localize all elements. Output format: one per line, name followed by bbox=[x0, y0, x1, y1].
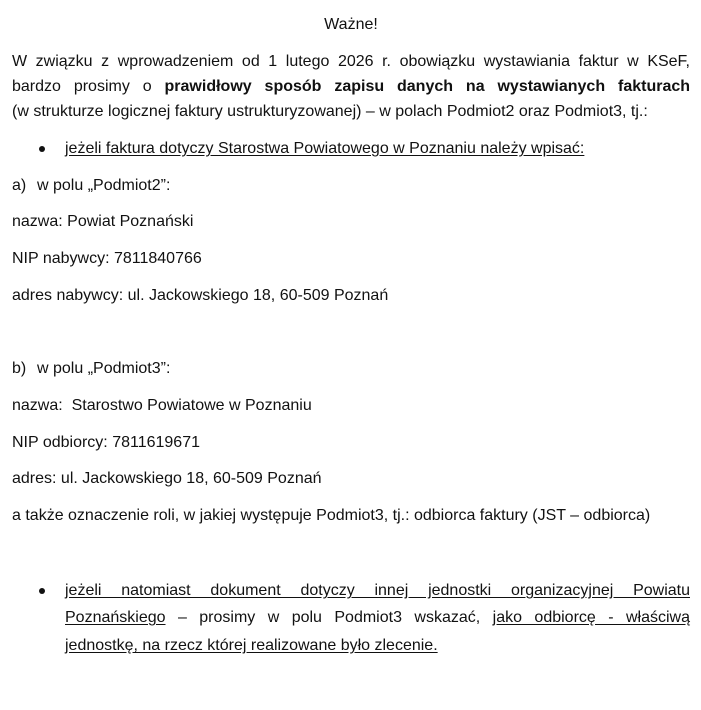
bullet-1-text: jeżeli faktura dotyczy Starostwa Powiatowego w Poznaniu należy wpisać: bbox=[65, 140, 585, 157]
bullet-2-line-3: jednostkę, na rzecz której realizowane było zlecenie. bbox=[65, 637, 438, 654]
section-b-nip: NIP odbiorcy: 7811619671 bbox=[12, 434, 200, 451]
section-a-address: adres nabywcy: ul. Jackowskiego 18, 60-509 Poznań bbox=[12, 287, 389, 304]
section-b-heading: w polu „Podmiot3”: bbox=[37, 360, 171, 377]
section-b-marker: b) bbox=[12, 360, 27, 377]
section-b-address: adres: ul. Jackowskiego 18, 60-509 Poznań bbox=[12, 470, 322, 487]
bullet-2-middle: – prosimy w polu Podmiot3 wskazać, bbox=[165, 609, 493, 626]
intro-line-1: W związku z wprowadzeniem od 1 lutego 2026 r. obowiązku wystawiania faktur w KSeF, bbox=[12, 53, 690, 70]
section-b-role: a także oznaczenie roli, w jakiej występuje Podmiot3, tj.: odbiorca faktury (JST – odbiorca) bbox=[12, 507, 651, 524]
section-b-name: nazwa: Starostwo Powiatowe w Poznaniu bbox=[12, 397, 312, 414]
intro-line-3: (w strukturze logicznej faktury ustrukturyzowanej) – w polach Podmiot2 oraz Podmiot3, tj.: bbox=[12, 103, 648, 120]
section-a-nip: NIP nabywcy: 7811840766 bbox=[12, 250, 202, 267]
bullet-point-icon bbox=[39, 588, 45, 594]
page-title: Ważne! bbox=[324, 16, 378, 33]
bullet-point-icon bbox=[39, 146, 45, 152]
bullet-2-line-1: jeżeli natomiast dokument dotyczy innej jednostki organizacyjnej Powiatu bbox=[65, 582, 690, 599]
section-a-name: nazwa: Powiat Poznański bbox=[12, 213, 194, 230]
bullet-2-underlined-end: jako odbiorcę - właściwą bbox=[492, 609, 691, 626]
intro-line-2-bold: prawidłowy sposób zapisu danych na wystawianych fakturach bbox=[164, 78, 691, 95]
section-a-marker: a) bbox=[12, 177, 27, 194]
intro-line-2-prefix: bardzo prosimy o bbox=[12, 78, 152, 95]
bullet-2-line-2 bbox=[65, 607, 690, 629]
bullet-2-underlined-start: Poznańskiego bbox=[65, 609, 166, 626]
section-a-heading: w polu „Podmiot2”: bbox=[37, 177, 171, 194]
intro-line-2 bbox=[12, 76, 690, 98]
